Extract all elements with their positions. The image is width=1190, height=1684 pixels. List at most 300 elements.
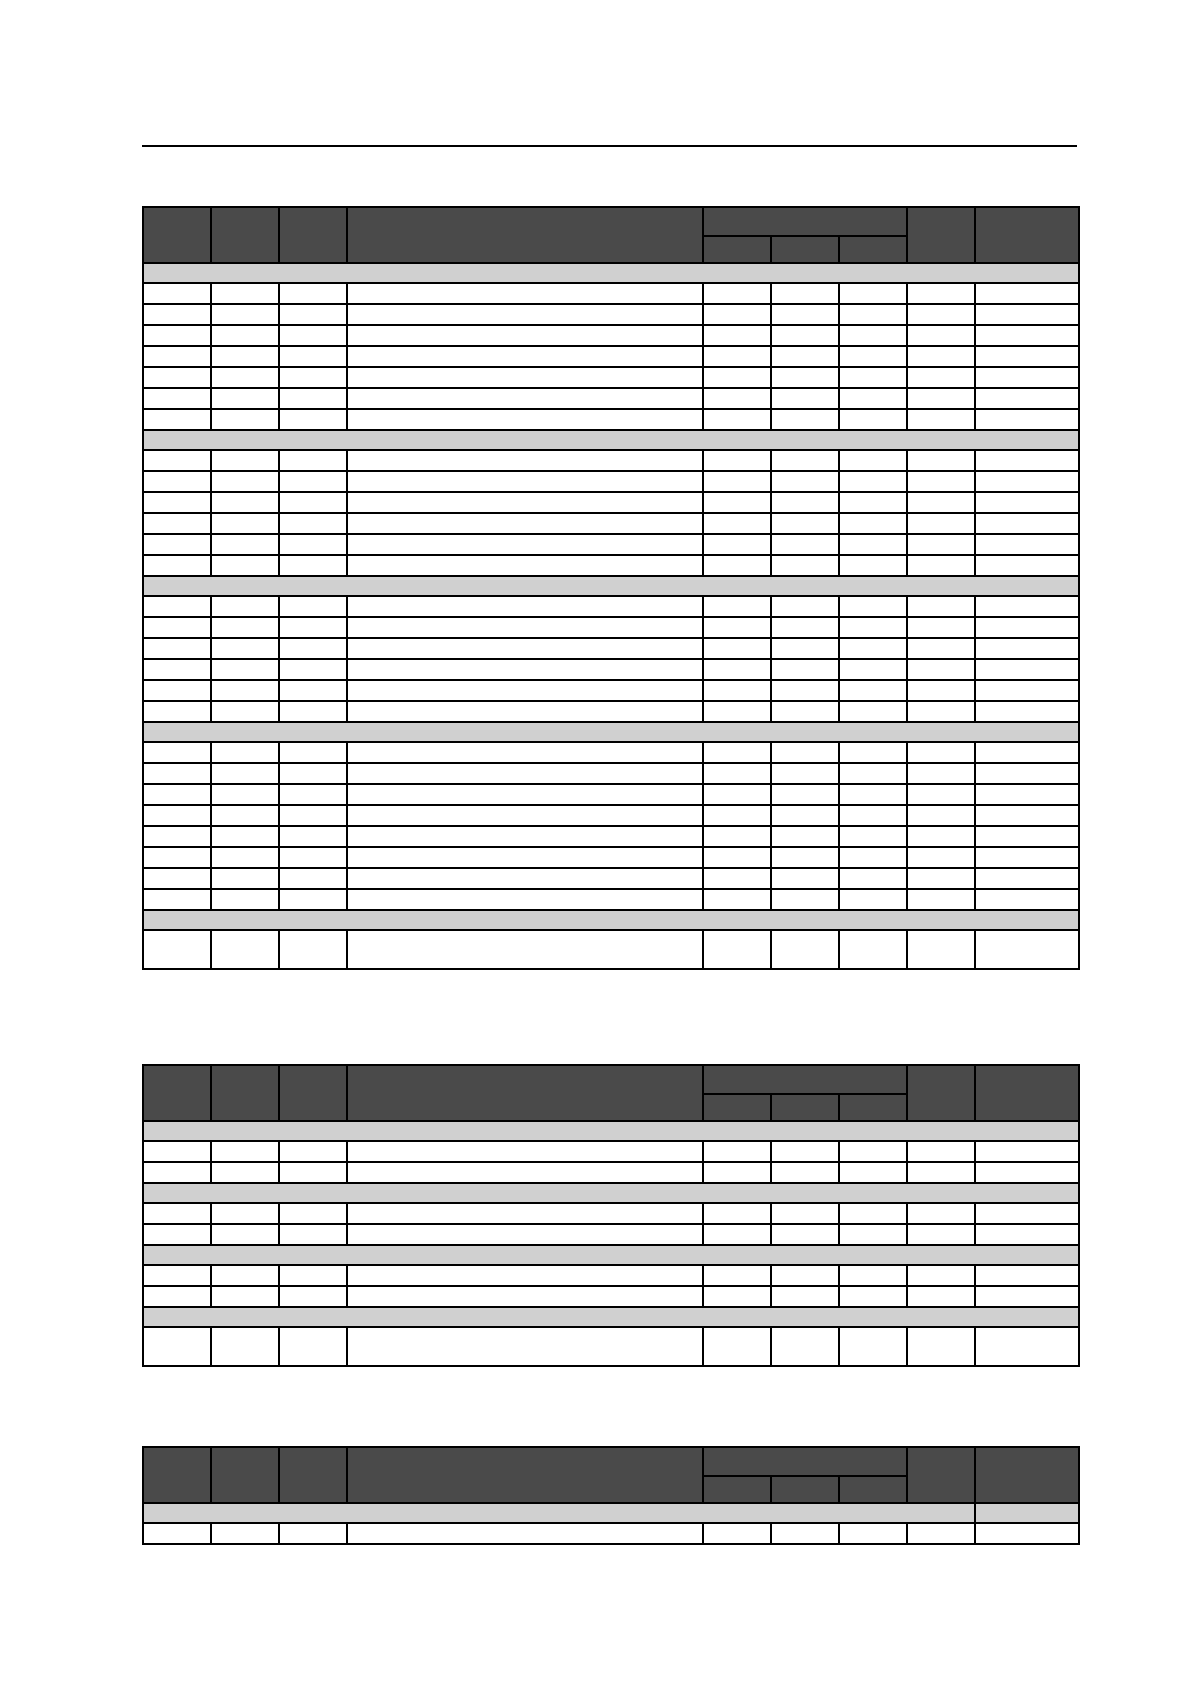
table-cell <box>279 1203 347 1224</box>
table-cell <box>211 617 279 638</box>
table-cell <box>839 325 907 346</box>
table-cell <box>703 826 771 847</box>
table-cell <box>703 346 771 367</box>
table-cell <box>839 638 907 659</box>
table-cell <box>703 409 771 430</box>
table-cell <box>143 1523 211 1544</box>
header-row <box>143 1447 1079 1476</box>
table-cell <box>143 1203 211 1224</box>
table-cell <box>839 805 907 826</box>
table-cell <box>279 784 347 805</box>
table-cell <box>347 617 703 638</box>
table-cell <box>279 805 347 826</box>
table-cell <box>347 638 703 659</box>
table-cell <box>279 638 347 659</box>
table-cell <box>347 742 703 763</box>
table-cell <box>347 409 703 430</box>
table-cell <box>907 784 975 805</box>
table-cell <box>211 868 279 889</box>
table-cell <box>143 680 211 701</box>
table-cell <box>771 450 839 471</box>
table-row <box>143 304 1079 325</box>
table-cell <box>143 513 211 534</box>
table-cell <box>347 763 703 784</box>
table-cell <box>839 513 907 534</box>
table-cell <box>279 471 347 492</box>
table-cell <box>907 409 975 430</box>
table-cell <box>839 826 907 847</box>
table-cell <box>347 1286 703 1307</box>
table-cell <box>975 388 1079 409</box>
table-cell <box>771 1141 839 1162</box>
table-cell <box>279 450 347 471</box>
column-header <box>279 207 347 263</box>
table-cell <box>771 325 839 346</box>
table-cell <box>907 680 975 701</box>
table-cell <box>703 659 771 680</box>
table-cell <box>907 596 975 617</box>
column-header <box>347 1065 703 1121</box>
table-row <box>143 471 1079 492</box>
table-cell <box>143 283 211 304</box>
table-cell <box>839 1141 907 1162</box>
table-cell <box>771 1224 839 1245</box>
table-cell <box>279 409 347 430</box>
table-cell <box>975 596 1079 617</box>
table-cell <box>703 492 771 513</box>
table-cell <box>143 638 211 659</box>
table-cell <box>975 513 1079 534</box>
table-cell <box>211 1141 279 1162</box>
table-cell <box>771 659 839 680</box>
column-header <box>907 1447 975 1503</box>
table-row <box>143 1523 1079 1544</box>
column-subheader <box>703 236 771 263</box>
table-cell <box>347 346 703 367</box>
table-cell <box>839 701 907 722</box>
table-cell <box>211 450 279 471</box>
table-cell <box>143 805 211 826</box>
table-cell <box>211 555 279 576</box>
table-row <box>143 409 1079 430</box>
table-cell <box>279 701 347 722</box>
table-cell <box>907 1265 975 1286</box>
table-cell <box>211 847 279 868</box>
table-row <box>143 889 1079 910</box>
table-cell <box>347 450 703 471</box>
table-cell <box>839 367 907 388</box>
table-cell <box>279 346 347 367</box>
table-cell <box>211 346 279 367</box>
table-row <box>143 450 1079 471</box>
header-row <box>143 207 1079 236</box>
table-cell <box>279 680 347 701</box>
table-row <box>143 826 1079 847</box>
table-cell <box>975 638 1079 659</box>
section-label <box>143 1503 975 1523</box>
table-cell <box>347 513 703 534</box>
table-cell <box>975 492 1079 513</box>
table-cell <box>771 555 839 576</box>
table-row <box>143 1141 1079 1162</box>
table-cell <box>975 868 1079 889</box>
table-cell <box>703 1265 771 1286</box>
table-cell <box>771 701 839 722</box>
table-cell <box>703 742 771 763</box>
table-cell <box>211 763 279 784</box>
table-row <box>143 1265 1079 1286</box>
table-cell <box>771 1286 839 1307</box>
table-cell <box>975 1203 1079 1224</box>
table-cell <box>839 659 907 680</box>
table-cell <box>347 868 703 889</box>
table-row <box>143 346 1079 367</box>
table-cell <box>703 471 771 492</box>
table-cell <box>907 1203 975 1224</box>
table-cell <box>703 450 771 471</box>
table-cell <box>703 805 771 826</box>
section-label <box>143 263 1079 283</box>
table-cell <box>771 1265 839 1286</box>
table-cell <box>347 596 703 617</box>
table-cell <box>975 409 1079 430</box>
table-cell <box>839 784 907 805</box>
table-cell <box>771 346 839 367</box>
table-cell <box>839 742 907 763</box>
table-cell <box>143 1224 211 1245</box>
table-cell <box>907 617 975 638</box>
table-cell <box>143 555 211 576</box>
table-3 <box>142 1446 1080 1545</box>
total-cell <box>907 1327 975 1366</box>
section-label <box>143 576 1079 596</box>
table-cell <box>279 304 347 325</box>
header-rule <box>142 145 1077 147</box>
column-header <box>975 1447 1079 1503</box>
section-row <box>143 1183 1079 1203</box>
column-subheader <box>839 1094 907 1121</box>
table-cell <box>839 555 907 576</box>
table-cell <box>143 367 211 388</box>
table-cell <box>703 868 771 889</box>
table-cell <box>211 1265 279 1286</box>
table-cell <box>839 889 907 910</box>
table-cell <box>975 659 1079 680</box>
section-row <box>143 1245 1079 1265</box>
table-cell <box>347 1523 703 1544</box>
table-cell <box>143 868 211 889</box>
table-cell <box>975 1286 1079 1307</box>
table-cell <box>703 596 771 617</box>
section-label <box>143 1307 1079 1327</box>
table-cell <box>975 701 1079 722</box>
section-row <box>143 722 1079 742</box>
table-cell <box>907 826 975 847</box>
table-cell <box>703 367 771 388</box>
table-cell <box>771 283 839 304</box>
table-row <box>143 659 1079 680</box>
table-cell <box>839 868 907 889</box>
table-cell <box>771 784 839 805</box>
table-cell <box>703 325 771 346</box>
table-cell <box>279 1286 347 1307</box>
table-cell <box>975 826 1079 847</box>
column-header <box>211 207 279 263</box>
table-cell <box>347 304 703 325</box>
table-cell <box>347 701 703 722</box>
table-cell <box>279 889 347 910</box>
table-cell <box>975 784 1079 805</box>
table-cell <box>143 596 211 617</box>
total-row <box>143 1327 1079 1366</box>
table-cell <box>771 638 839 659</box>
table-cell <box>771 1523 839 1544</box>
table-cell <box>907 638 975 659</box>
table-cell <box>907 659 975 680</box>
table-2 <box>142 1064 1080 1367</box>
table-cell <box>143 471 211 492</box>
table-cell <box>703 701 771 722</box>
column-header <box>347 207 703 263</box>
column-header <box>279 1447 347 1503</box>
total-cell <box>279 930 347 969</box>
table-row <box>143 596 1079 617</box>
table-row <box>143 784 1079 805</box>
table-cell <box>143 617 211 638</box>
table-cell <box>211 534 279 555</box>
table-row <box>143 638 1079 659</box>
total-cell <box>771 930 839 969</box>
table-cell <box>703 889 771 910</box>
column-header <box>975 1065 1079 1121</box>
table-cell <box>279 763 347 784</box>
section-label <box>143 1245 1079 1265</box>
table-cell <box>771 409 839 430</box>
column-header <box>279 1065 347 1121</box>
total-cell <box>703 1327 771 1366</box>
table-cell <box>907 742 975 763</box>
table-cell <box>347 555 703 576</box>
table-cell <box>211 638 279 659</box>
table-cell <box>907 450 975 471</box>
table-cell <box>771 680 839 701</box>
table-cell <box>771 304 839 325</box>
table-cell <box>211 680 279 701</box>
table-cell <box>703 534 771 555</box>
table-cell <box>975 1224 1079 1245</box>
table-cell <box>703 304 771 325</box>
column-header <box>143 207 211 263</box>
table-cell <box>347 1203 703 1224</box>
table-cell <box>703 513 771 534</box>
table-cell <box>839 1224 907 1245</box>
table-cell <box>975 763 1079 784</box>
table-row <box>143 1162 1079 1183</box>
table-cell <box>839 346 907 367</box>
total-cell <box>771 1327 839 1366</box>
table-cell <box>143 1141 211 1162</box>
table-cell <box>211 325 279 346</box>
table-cell <box>347 492 703 513</box>
table-cell <box>143 742 211 763</box>
table-cell <box>771 534 839 555</box>
table-cell <box>279 596 347 617</box>
table-cell <box>907 763 975 784</box>
table-cell <box>907 555 975 576</box>
table-cell <box>975 889 1079 910</box>
table-cell <box>907 1224 975 1245</box>
table-cell <box>907 492 975 513</box>
table-cell <box>839 596 907 617</box>
total-cell <box>347 930 703 969</box>
table-row <box>143 847 1079 868</box>
table-cell <box>211 784 279 805</box>
table-cell <box>975 367 1079 388</box>
table-row <box>143 763 1079 784</box>
table-cell <box>143 346 211 367</box>
table-cell <box>143 325 211 346</box>
table-cell <box>279 513 347 534</box>
table-cell <box>771 388 839 409</box>
total-cell <box>211 1327 279 1366</box>
section-label-right <box>975 1503 1079 1523</box>
table-cell <box>839 283 907 304</box>
table-cell <box>143 1162 211 1183</box>
table-cell <box>279 1141 347 1162</box>
table-cell <box>771 492 839 513</box>
table-cell <box>975 555 1079 576</box>
table-cell <box>703 1523 771 1544</box>
table-1 <box>142 206 1080 970</box>
column-subheader <box>839 236 907 263</box>
total-cell <box>143 930 211 969</box>
table-cell <box>279 659 347 680</box>
table-row <box>143 283 1079 304</box>
section-row <box>143 263 1079 283</box>
table-row <box>143 701 1079 722</box>
table-cell <box>347 847 703 868</box>
table-cell <box>347 471 703 492</box>
table-cell <box>347 659 703 680</box>
table-cell <box>975 847 1079 868</box>
column-subheader <box>771 236 839 263</box>
table-cell <box>143 388 211 409</box>
header-row <box>143 1065 1079 1094</box>
total-row <box>143 930 1079 969</box>
table-cell <box>211 1203 279 1224</box>
table-cell <box>975 304 1079 325</box>
table-cell <box>771 596 839 617</box>
table-cell <box>975 1523 1079 1544</box>
section-row <box>143 1307 1079 1327</box>
table-cell <box>211 742 279 763</box>
table-row <box>143 534 1079 555</box>
table-cell <box>907 868 975 889</box>
table-cell <box>839 763 907 784</box>
table-cell <box>703 784 771 805</box>
table-cell <box>975 1162 1079 1183</box>
table-cell <box>839 1286 907 1307</box>
table-cell <box>347 325 703 346</box>
table-cell <box>839 409 907 430</box>
table-cell <box>907 283 975 304</box>
table-cell <box>907 1523 975 1544</box>
table-cell <box>703 1224 771 1245</box>
table-cell <box>279 847 347 868</box>
table-cell <box>347 784 703 805</box>
table-cell <box>975 1141 1079 1162</box>
table-cell <box>907 367 975 388</box>
table-cell <box>703 1203 771 1224</box>
table-cell <box>771 1162 839 1183</box>
table-cell <box>347 680 703 701</box>
table-row <box>143 555 1079 576</box>
section-label <box>143 430 1079 450</box>
table-cell <box>347 534 703 555</box>
column-subheader <box>771 1476 839 1503</box>
table-cell <box>143 534 211 555</box>
table-cell <box>279 388 347 409</box>
table-cell <box>907 388 975 409</box>
section-label <box>143 1121 1079 1141</box>
table-row <box>143 680 1079 701</box>
table-cell <box>279 555 347 576</box>
table-row <box>143 805 1079 826</box>
table-cell <box>143 450 211 471</box>
table-cell <box>279 617 347 638</box>
table-cell <box>279 492 347 513</box>
table-cell <box>703 1141 771 1162</box>
table-cell <box>279 1162 347 1183</box>
table-cell <box>771 367 839 388</box>
table-cell <box>771 889 839 910</box>
column-header <box>143 1065 211 1121</box>
table-cell <box>703 1286 771 1307</box>
table-cell <box>211 1286 279 1307</box>
total-cell <box>839 1327 907 1366</box>
table-cell <box>143 659 211 680</box>
table-cell <box>975 283 1079 304</box>
total-cell <box>143 1327 211 1366</box>
total-cell <box>211 930 279 969</box>
column-group-header <box>703 1447 907 1476</box>
column-header <box>211 1447 279 1503</box>
table-cell <box>907 471 975 492</box>
table-row <box>143 367 1079 388</box>
table-cell <box>211 367 279 388</box>
table-cell <box>211 701 279 722</box>
table-cell <box>839 492 907 513</box>
table-cell <box>143 409 211 430</box>
section-row <box>143 430 1079 450</box>
table-cell <box>347 1141 703 1162</box>
column-group-header <box>703 1065 907 1094</box>
table-cell <box>907 534 975 555</box>
table-cell <box>907 847 975 868</box>
table-cell <box>143 304 211 325</box>
column-subheader <box>771 1094 839 1121</box>
table-cell <box>211 826 279 847</box>
table-cell <box>703 555 771 576</box>
total-cell <box>975 930 1079 969</box>
table-cell <box>771 868 839 889</box>
table-cell <box>907 805 975 826</box>
column-header <box>975 207 1079 263</box>
table-cell <box>975 325 1079 346</box>
table-cell <box>771 826 839 847</box>
table-cell <box>279 534 347 555</box>
table-cell <box>839 1162 907 1183</box>
